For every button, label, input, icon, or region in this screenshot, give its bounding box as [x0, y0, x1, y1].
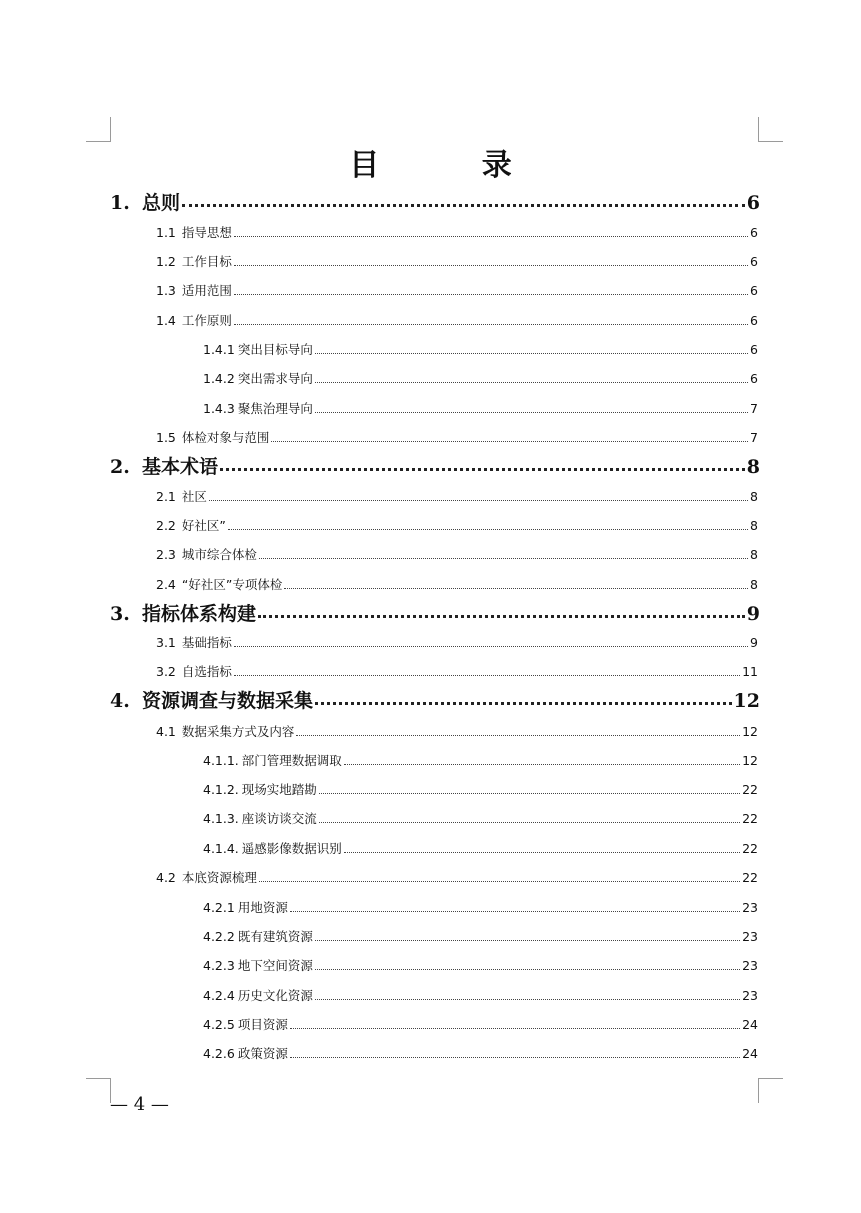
toc-entry-title [203, 780, 317, 798]
toc-entry-title [203, 340, 313, 358]
toc-entry-number: 4.1.4. [203, 841, 239, 856]
toc-entry[interactable] [156, 311, 758, 329]
toc-entry-title [203, 956, 313, 974]
toc-entry-title [156, 516, 226, 534]
toc-entry[interactable] [156, 487, 758, 505]
toc-entry-title [156, 487, 207, 505]
toc-entry-label: 历史文化资源 [237, 988, 313, 1003]
toc-entry-title [110, 599, 256, 626]
toc-entry-label: “好社区”专项体检 [181, 577, 283, 592]
toc-entry-label: 现场实地踏勘 [241, 782, 317, 797]
toc-entry[interactable] [156, 633, 758, 651]
toc-page-number: 6 [746, 192, 760, 214]
toc-entry-number: 4.2.4 [203, 988, 235, 1003]
toc-entry-number: 4.2.3 [203, 958, 235, 973]
toc-leader-dots [296, 735, 740, 736]
toc-entry-label: 基本术语 [142, 456, 219, 478]
toc-entry-title [203, 809, 317, 827]
toc-entry-label: 部门管理数据调取 [241, 753, 342, 768]
toc-page-number: 9 [750, 635, 758, 650]
toc-entry-label: 用地资源 [237, 900, 288, 915]
toc-entry-title [203, 1015, 288, 1033]
toc-leader-dots [228, 529, 748, 530]
toc-leader-dots [209, 500, 748, 501]
toc-entry-number: 2.1 [156, 489, 176, 504]
toc-entry-title [156, 575, 282, 593]
toc-entry-number: 1.1 [156, 225, 176, 240]
toc-entry[interactable] [110, 686, 760, 713]
toc-entry[interactable] [203, 986, 758, 1004]
toc-entry-label: 好社区” [181, 518, 226, 533]
toc-entry[interactable] [156, 662, 758, 680]
toc-entry[interactable] [203, 839, 758, 857]
toc-entry-label: 既有建筑资源 [237, 929, 313, 944]
toc-entry-label: 本底资源梳理 [181, 870, 257, 885]
toc-page-number: 22 [742, 841, 758, 856]
toc-entry-label: 政策资源 [237, 1046, 288, 1061]
toc-entry[interactable] [110, 452, 760, 479]
toc-leader-dots [319, 822, 740, 823]
toc-entry-label: 地下空间资源 [237, 958, 313, 973]
toc-entry[interactable] [203, 780, 758, 798]
toc-entry-title [156, 223, 232, 241]
toc-leader-dots [315, 702, 732, 705]
toc-leader-dots [259, 558, 748, 559]
toc-leader-dots [284, 588, 748, 589]
toc-entry[interactable] [156, 428, 758, 446]
toc-entry-label: 社区 [181, 489, 207, 504]
toc-leader-dots [234, 265, 748, 266]
toc-page-number: 6 [750, 283, 758, 298]
toc-page-number: 12 [733, 690, 760, 712]
toc-leader-dots [290, 1057, 740, 1058]
toc-leader-dots [182, 204, 745, 207]
toc-entry[interactable] [156, 575, 758, 593]
toc-entry-title [110, 686, 313, 713]
toc-entry-number: 4.1.2. [203, 782, 239, 797]
toc-page-number: 8 [750, 489, 758, 504]
toc-entry-label: 城市综合体检 [181, 547, 257, 562]
toc-leader-dots [220, 468, 745, 471]
toc-leader-dots [290, 1028, 740, 1029]
toc-entry-number: 4.2.1 [203, 900, 235, 915]
toc-entry-number: 1.4.1 [203, 342, 235, 357]
toc-entry[interactable] [203, 1015, 758, 1033]
toc-page-number: 8 [750, 577, 758, 592]
toc-entry-label: 资源调查与数据采集 [142, 690, 314, 712]
toc-leader-dots [319, 793, 740, 794]
toc-page-number: 22 [742, 811, 758, 826]
toc-entry-label: 基础指标 [181, 635, 232, 650]
toc-entry[interactable] [203, 927, 758, 945]
toc-leader-dots [315, 969, 740, 970]
toc-page-number: 6 [750, 313, 758, 328]
toc-entry-label: 突出目标导向 [237, 342, 313, 357]
toc-entry-number: 1.4.2 [203, 371, 235, 386]
toc-entry[interactable] [203, 399, 758, 417]
toc-entry-title [203, 839, 342, 857]
toc-leader-dots [234, 236, 748, 237]
toc-leader-dots [290, 911, 740, 912]
toc-entry-label: 指标体系构建 [142, 603, 257, 625]
toc-entry[interactable] [156, 281, 758, 299]
toc-entry-number: 1.3 [156, 283, 176, 298]
toc-leader-dots [234, 646, 748, 647]
toc-entry-number: 4.2.6 [203, 1046, 235, 1061]
toc-entry-title [156, 428, 269, 446]
toc-page-number: 12 [742, 724, 758, 739]
toc-entry-title [156, 662, 232, 680]
toc-entry-title [156, 311, 232, 329]
toc-leader-dots [234, 675, 740, 676]
toc-entry-title [203, 399, 313, 417]
toc-entry-number: 3.1 [156, 635, 176, 650]
crop-mark-bottom-right [758, 1078, 783, 1103]
toc-page-number: 22 [742, 782, 758, 797]
toc-entry-label: 突出需求导向 [237, 371, 313, 386]
toc-entry[interactable] [110, 599, 760, 626]
toc-entry[interactable] [203, 1044, 758, 1062]
toc-entry-number: 4.2.5 [203, 1017, 235, 1032]
toc-entry-label: 遥感影像数据识别 [241, 841, 342, 856]
toc-entry-number: 2.3 [156, 547, 176, 562]
toc-leader-dots [259, 881, 740, 882]
toc-page-number: 7 [750, 401, 758, 416]
toc-leader-dots [315, 940, 740, 941]
toc-entry[interactable] [203, 751, 758, 769]
toc-entry[interactable] [156, 252, 758, 270]
toc-entry-number: 4.2 [156, 870, 176, 885]
toc-entry-number: 4.1.3. [203, 811, 239, 826]
crop-mark-top-right [758, 117, 783, 142]
toc-entry-title [203, 751, 342, 769]
toc-leader-dots [315, 999, 740, 1000]
toc-leader-dots [234, 294, 748, 295]
toc-page-number: 8 [746, 456, 760, 478]
toc-entry-title [203, 986, 313, 1004]
toc-entry-number: 3. [110, 603, 130, 625]
toc-entry[interactable] [156, 516, 758, 534]
toc-entry-number: 1.4.3 [203, 401, 235, 416]
toc-entry[interactable] [110, 188, 760, 215]
toc-entry-title [203, 898, 288, 916]
crop-mark-bottom-left [86, 1078, 111, 1103]
toc-entry-title [203, 1044, 288, 1062]
toc-entry-number: 2. [110, 456, 130, 478]
toc-entry[interactable] [203, 898, 758, 916]
toc-entry-title [156, 722, 294, 740]
toc-entry-number: 1.5 [156, 430, 176, 445]
toc-entry-label: 座谈访谈交流 [241, 811, 317, 826]
toc-entry-label: 适用范围 [181, 283, 232, 298]
toc-entry-label: 指导思想 [181, 225, 232, 240]
toc-page-number: 6 [750, 371, 758, 386]
toc-entry-number: 4.2.2 [203, 929, 235, 944]
toc-leader-dots [344, 764, 740, 765]
toc-page-number: 9 [746, 603, 760, 625]
toc-entry-label: 体检对象与范围 [181, 430, 270, 445]
toc-entry-title [110, 188, 180, 215]
toc-entry[interactable] [203, 369, 758, 387]
toc-entry-label: 工作原则 [181, 313, 232, 328]
toc-page-number: 8 [750, 547, 758, 562]
toc-page-number: 11 [742, 664, 758, 679]
toc-leader-dots [315, 412, 748, 413]
toc-page-number: 24 [742, 1046, 758, 1061]
toc-entry-label: 总则 [142, 192, 181, 214]
toc-entry[interactable] [203, 956, 758, 974]
toc-entry-number: 4.1 [156, 724, 176, 739]
toc-entry-title [203, 927, 313, 945]
toc-entry[interactable] [203, 809, 758, 827]
toc-entry-label: 工作目标 [181, 254, 232, 269]
toc-entry-label: 数据采集方式及内容 [181, 724, 295, 739]
toc-entry-title [156, 545, 257, 563]
toc-page-number: 23 [742, 988, 758, 1003]
toc-leader-dots [271, 441, 748, 442]
toc-entry-title [203, 369, 313, 387]
toc-entry-number: 2.2 [156, 518, 176, 533]
toc-entry-number: 1.2 [156, 254, 176, 269]
crop-mark-top-left [86, 117, 111, 142]
toc-page-number: 23 [742, 929, 758, 944]
toc-entry-title [156, 281, 232, 299]
toc-entry[interactable] [156, 223, 758, 241]
toc-entry-number: 3.2 [156, 664, 176, 679]
toc-page-number: 6 [750, 342, 758, 357]
toc-entry-label: 项目资源 [237, 1017, 288, 1032]
toc-page-number: 24 [742, 1017, 758, 1032]
page-title: 目 录 [349, 148, 558, 183]
toc-entry-title [110, 452, 218, 479]
toc-page-number: 23 [742, 900, 758, 915]
toc-entry[interactable] [156, 545, 758, 563]
toc-entry-label: 聚焦治理导向 [237, 401, 313, 416]
page-number: — 4 — [110, 1094, 169, 1115]
toc-page-number: 6 [750, 225, 758, 240]
toc-entry-number: 1. [110, 192, 130, 214]
toc-leader-dots [258, 615, 745, 618]
toc-entry-number: 4.1.1. [203, 753, 239, 768]
toc-entry-label: 自选指标 [181, 664, 232, 679]
toc-page-number: 12 [742, 753, 758, 768]
toc-entry-title [156, 633, 232, 651]
toc-page-number: 23 [742, 958, 758, 973]
toc-entry[interactable] [156, 868, 758, 886]
toc-entry[interactable] [156, 722, 758, 740]
toc-entry-title [156, 868, 257, 886]
toc-page-number: 22 [742, 870, 758, 885]
toc-entry-title [156, 252, 232, 270]
toc-entry-number: 4. [110, 690, 130, 712]
toc-entry[interactable] [203, 340, 758, 358]
toc-leader-dots [344, 852, 740, 853]
toc-leader-dots [315, 353, 748, 354]
toc-page-number: 6 [750, 254, 758, 269]
toc-entry-number: 2.4 [156, 577, 176, 592]
toc-entry-number: 1.4 [156, 313, 176, 328]
toc-page-number: 7 [750, 430, 758, 445]
toc-page-number: 8 [750, 518, 758, 533]
toc-leader-dots [234, 324, 748, 325]
toc-leader-dots [315, 382, 748, 383]
